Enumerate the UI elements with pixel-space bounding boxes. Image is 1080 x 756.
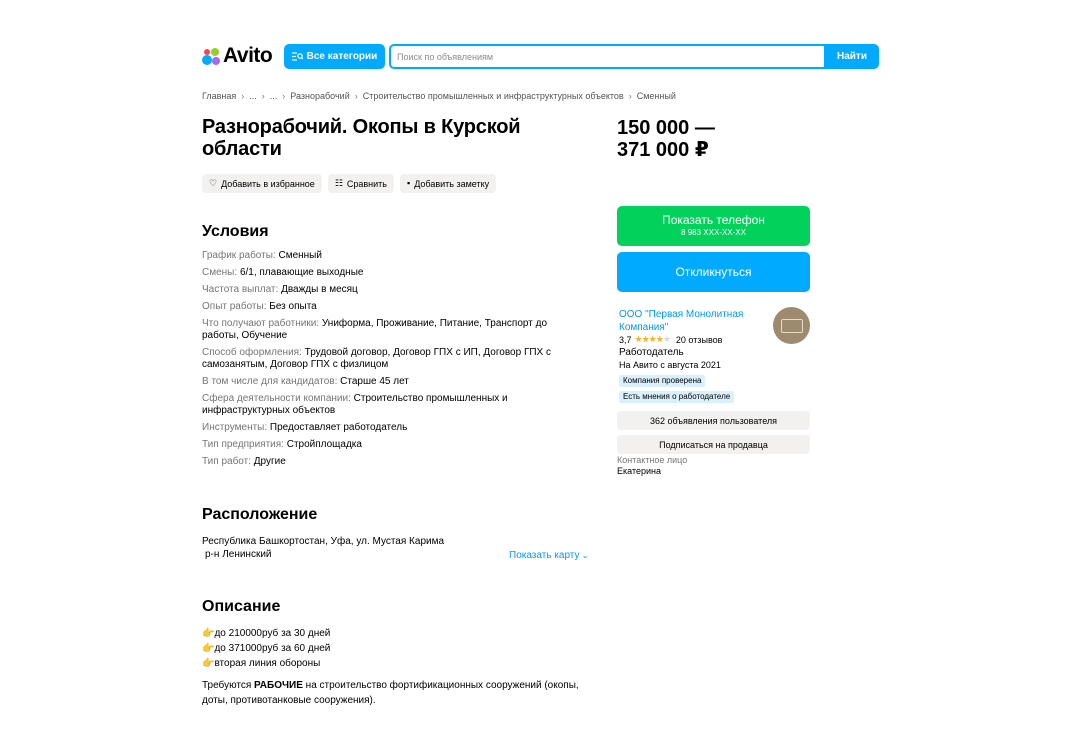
logo-dots-icon [202, 47, 220, 65]
condition-key: Частота выплат: [202, 284, 279, 295]
page-title: Разнорабочий. Окопы в Курской области [202, 116, 521, 160]
phone-number: 8 983 XXX-XX-XX [681, 228, 746, 237]
pointing-hand-icon: 👉 [202, 643, 215, 654]
star-icon: ★ [634, 334, 642, 344]
req-prefix: Требуются [202, 680, 255, 691]
avito-logo[interactable] [202, 44, 272, 68]
star-icon: ★ [662, 334, 670, 344]
chevron-right-icon: › [354, 91, 358, 101]
seller-avatar[interactable] [773, 307, 810, 344]
reply-button[interactable]: Откликнуться [617, 252, 810, 292]
condition-value: Дважды в месяц [281, 284, 358, 295]
chevron-right-icon: › [241, 91, 245, 101]
location-heading: Расположение [202, 506, 318, 523]
condition-key: Тип работ: [202, 456, 251, 467]
condition-row [202, 250, 552, 262]
chevron-right-icon: › [261, 91, 265, 101]
compare-button[interactable] [328, 174, 394, 193]
condition-row [202, 301, 552, 313]
show-phone-label: Показать телефон [662, 213, 765, 227]
listing-actions [202, 174, 496, 193]
description-heading: Описание [202, 598, 281, 615]
chevron-down-icon: ⌄ [579, 551, 589, 560]
chevron-right-icon: › [628, 91, 632, 101]
show-map-label: Показать карту [509, 550, 580, 561]
all-categories-button[interactable] [284, 44, 385, 69]
search-box [389, 44, 826, 69]
logo-text: Avito [223, 44, 273, 67]
condition-row [202, 267, 552, 279]
add-to-favorites-button[interactable] [202, 174, 322, 193]
search-list-icon [292, 52, 303, 61]
condition-row [202, 318, 552, 342]
condition-value: Без опыта [269, 301, 317, 312]
price-text: 150 000 — 371 000 ₽ [617, 117, 715, 161]
condition-row [202, 422, 552, 434]
search-input[interactable] [391, 46, 824, 67]
condition-row [202, 284, 552, 296]
description-line [202, 641, 592, 656]
find-button[interactable]: Найти [825, 44, 879, 69]
breadcrumb-item-collapsed[interactable]: ... [249, 91, 257, 101]
condition-key: Опыт работы: [202, 301, 267, 312]
district: р-н Ленинский [205, 549, 272, 560]
condition-value: Другие [253, 456, 286, 467]
description-line [202, 626, 592, 641]
chevron-right-icon: › [282, 91, 286, 101]
subscribe-button[interactable]: Подписаться на продавца [617, 435, 810, 454]
rating-stars-icon [635, 334, 670, 345]
condition-key: Что получают работники: [202, 318, 320, 329]
seller-name-link[interactable]: ООО "Первая Монолитная Компания" [619, 309, 744, 333]
rating-value: 3,7 [619, 334, 632, 345]
condition-value: Униформа, Проживание, Питание, Транспорт до работы, Обучение [202, 318, 548, 341]
condition-value: 6/1, плавающие выходные [239, 267, 364, 278]
seller-role: Работодатель [619, 347, 684, 358]
condition-row [202, 393, 552, 417]
conditions-heading: Условия [202, 223, 269, 240]
seller-rating[interactable] [619, 334, 722, 345]
show-phone-button[interactable] [617, 206, 810, 246]
condition-key: Сфера деятельности компании: [202, 393, 351, 404]
contact-person-label: Контактное лицо [617, 455, 688, 465]
req-bold: РАБОЧИЕ [254, 680, 303, 691]
breadcrumb-item-collapsed[interactable]: ... [269, 91, 278, 101]
conditions-list [202, 250, 552, 473]
description-bullet: до 371000руб за 60 дней [214, 643, 331, 654]
seller-ads-button[interactable]: 362 объявления пользователя [617, 411, 810, 430]
star-icon: ★ [641, 334, 649, 344]
condition-row [202, 347, 552, 371]
condition-value: Трудовой договор, Договор ГПХ с ИП, Договор ГПХ с самозанятым, Договор ГПХ с физлицом [202, 347, 551, 370]
condition-row [202, 439, 552, 451]
condition-key: Тип предприятия: [202, 439, 284, 450]
pointing-hand-icon: 👉 [202, 628, 215, 639]
price [617, 117, 737, 161]
breadcrumb [202, 91, 676, 101]
condition-key: График работы: [202, 250, 276, 261]
all-categories-label: Все категории [306, 51, 378, 62]
condition-value: Сменный [278, 250, 322, 261]
seller-since: На Авито с августа 2021 [619, 360, 721, 370]
show-map-link[interactable] [509, 550, 588, 561]
breadcrumb-item-job[interactable]: Разнорабочий [290, 91, 350, 101]
description-bullet: вторая линия обороны [214, 658, 321, 669]
star-icon: ★ [655, 334, 663, 344]
contact-person-name: Екатерина [617, 466, 661, 476]
condition-key: Способ оформления: [202, 347, 302, 358]
condition-key: Смены: [202, 267, 238, 278]
note-icon: ▪ [407, 178, 411, 188]
add-to-favorites-label: Добавить в избранное [221, 178, 315, 189]
star-icon: ★ [648, 334, 656, 344]
breadcrumb-item-home[interactable]: Главная [202, 91, 237, 101]
heart-icon: ♡ [209, 178, 218, 188]
compare-icon: ☷ [334, 178, 343, 188]
condition-value: Стройплощадка [286, 439, 362, 450]
condition-key: В том числе для кандидатов: [202, 376, 338, 387]
req-suffix: на строительство фортификационных сооружений (окопы, доты, противотанковые сооружения). [202, 680, 579, 706]
condition-value: Старше 45 лет [340, 376, 409, 387]
compare-label: Сравнить [346, 178, 387, 189]
condition-value: Строительство промышленных и инфраструктурных объектов [202, 393, 508, 416]
add-note-label: Добавить заметку [414, 178, 490, 189]
add-note-button[interactable] [400, 174, 496, 193]
address: Республика Башкортостан, Уфа, ул. Мустая Карима [202, 536, 445, 547]
building-logo-icon [781, 319, 803, 333]
condition-key: Инструменты: [202, 422, 268, 433]
breadcrumb-item-industry[interactable]: Строительство промышленных и инфраструктурных объектов [362, 91, 624, 101]
condition-row [202, 376, 552, 388]
description-line [202, 656, 592, 671]
condition-row [202, 456, 552, 468]
breadcrumb-item-schedule[interactable]: Сменный [636, 91, 676, 101]
description-text [202, 626, 592, 708]
condition-value: Предоставляет работодатель [269, 422, 408, 433]
verified-badge: Компания проверена [619, 375, 705, 387]
description-requirement [202, 678, 592, 708]
reviews-count: 20 отзывов [675, 334, 723, 345]
opinions-badge[interactable]: Есть мнения о работодателе [619, 391, 734, 403]
pointing-hand-icon: 👉 [202, 658, 215, 669]
description-bullet: до 210000руб за 30 дней [214, 628, 331, 639]
